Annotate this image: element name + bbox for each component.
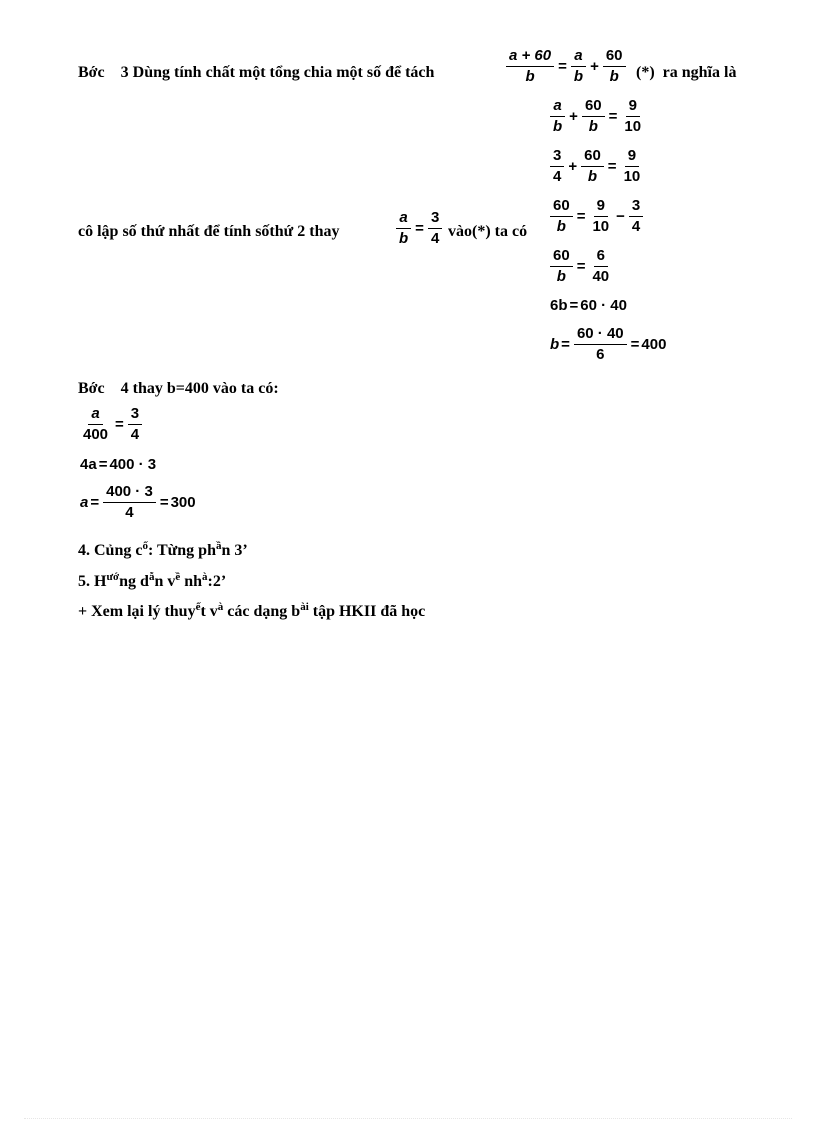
text-fragment: 4. Củng c: [78, 542, 143, 559]
text-fragment: à: [202, 571, 208, 583]
math-token: 9: [594, 198, 608, 217]
math-token: b: [553, 118, 563, 135]
fraction: [621, 148, 644, 185]
text-fragment: nh: [180, 573, 203, 590]
math-token: 60: [581, 148, 604, 167]
math-token: 300: [170, 494, 196, 511]
math-token: =: [630, 336, 640, 353]
math-token: a: [88, 406, 102, 425]
math-token: =: [115, 416, 124, 433]
text-fragment: ài: [300, 601, 309, 613]
math-token: =: [98, 456, 108, 473]
math-token: a: [80, 494, 89, 511]
math-token: 3: [128, 406, 142, 425]
math-token: +: [568, 158, 578, 175]
text-fragment: :2’: [207, 573, 227, 590]
math-token: 400 · 3: [109, 456, 157, 473]
text-fragment: ướ: [106, 571, 120, 583]
text-fragment: tập HKII đã học: [308, 603, 426, 620]
text-fragment: t v: [200, 603, 218, 620]
equation-8: [80, 456, 156, 473]
math-token: 3: [550, 148, 564, 167]
equation-9: [80, 484, 196, 521]
math-token: b: [556, 218, 566, 235]
math-token: b: [550, 336, 560, 353]
math-token: 10: [623, 168, 641, 185]
math-token: =: [561, 336, 570, 353]
math-token: =: [608, 108, 618, 125]
math-token: 6: [594, 248, 608, 267]
fraction: [550, 148, 564, 185]
step3-tail: [636, 63, 736, 83]
text-fragment: ng d: [119, 573, 149, 590]
page-bottom-divider: [24, 1118, 792, 1119]
fraction: [621, 98, 644, 135]
math-token: b: [573, 68, 584, 85]
fraction: [582, 98, 605, 135]
math-token: =: [576, 258, 586, 275]
math-token: 4: [125, 504, 134, 521]
math-token: 3: [428, 210, 442, 229]
text-fragment: (*): [636, 64, 655, 81]
step3-label: Bớc: [78, 64, 105, 81]
step4-line: [78, 379, 279, 399]
math-token: b: [609, 68, 619, 85]
step4-label: Bớc: [78, 380, 105, 397]
math-token: a + 60: [506, 48, 554, 67]
math-token: =: [569, 297, 579, 314]
math-token: 60: [550, 198, 573, 217]
math-token: 4: [430, 230, 440, 247]
math-token: 400: [641, 336, 667, 353]
math-token: =: [607, 158, 617, 175]
math-token: 9: [626, 98, 640, 117]
math-token: =: [558, 58, 567, 75]
math-token: b: [556, 268, 566, 285]
math-token: −: [616, 208, 625, 225]
text-fragment: : Từng ph: [147, 542, 216, 559]
split-formula: [504, 48, 628, 85]
math-token: 3: [629, 198, 643, 217]
math-token: 400 · 3: [103, 484, 156, 503]
math-token: b: [399, 230, 409, 247]
math-token: 4: [631, 218, 641, 235]
math-token: 60: [603, 48, 626, 67]
equation-7: [78, 406, 144, 443]
fraction: [80, 406, 111, 443]
fraction: [550, 198, 573, 235]
substitution-formula: [394, 210, 444, 247]
text-fragment: ố: [142, 540, 148, 552]
math-token: 9: [625, 148, 639, 167]
step4-text: 4 thay b=400 vào ta có:: [120, 380, 279, 397]
math-token: b: [525, 68, 535, 85]
fraction: [103, 484, 156, 521]
math-token: 6: [596, 346, 605, 363]
equation-4: [548, 248, 614, 285]
text-fragment: ầ: [215, 540, 222, 552]
fraction: [589, 248, 612, 285]
isolate-text: cô lập số thứ nhất để tính sốthứ 2 thay: [78, 223, 340, 240]
fraction: [603, 48, 626, 85]
text-fragment: à: [217, 601, 224, 613]
math-token: 60: [582, 98, 605, 117]
fraction: [128, 406, 142, 443]
equation-3: [548, 198, 645, 235]
math-token: 6b: [550, 297, 568, 314]
math-token: 400: [83, 426, 109, 443]
fraction: [589, 198, 612, 235]
math-token: a: [550, 98, 564, 117]
math-token: a: [571, 48, 585, 67]
fraction: [396, 210, 411, 247]
text-fragment: các dạng b: [223, 603, 301, 620]
equation-5: [550, 297, 627, 314]
review-line: [78, 602, 425, 623]
equation-1: [548, 98, 646, 135]
equation-2: [548, 148, 645, 185]
text-fragment: + Xem lại lý thuy: [78, 603, 196, 620]
fraction: [574, 326, 627, 363]
math-token: =: [159, 494, 169, 511]
math-token: 60 · 40: [574, 326, 627, 345]
fraction: [581, 148, 604, 185]
math-token: +: [590, 58, 599, 75]
equation-6: [550, 326, 666, 363]
text-fragment: ẫ: [148, 571, 155, 583]
math-token: b: [587, 168, 598, 185]
math-token: 60: [550, 248, 573, 267]
fraction: [629, 198, 643, 235]
math-token: 4a: [80, 456, 97, 473]
homework-heading: [78, 572, 226, 593]
text-fragment: ế: [195, 601, 201, 613]
math-token: 4: [553, 168, 562, 185]
text-fragment: ề: [175, 571, 181, 583]
isolate-into: vào(*) ta có: [448, 223, 528, 240]
fraction: [428, 210, 442, 247]
math-token: =: [415, 220, 424, 237]
math-token: 40: [592, 268, 610, 285]
text-fragment: 5. H: [78, 573, 107, 590]
step3-line: [78, 63, 434, 83]
math-token: 10: [624, 118, 642, 135]
fraction: [571, 48, 586, 85]
math-token: b: [588, 118, 598, 135]
consolidate-heading: [78, 541, 248, 562]
fraction: [550, 248, 573, 285]
text-fragment: ra nghĩa là: [662, 64, 737, 81]
fraction: [550, 98, 565, 135]
math-token: a: [396, 210, 410, 229]
step3-text: 3 Dùng tính chất một tổng chia một số để tách: [120, 64, 435, 81]
fraction: [506, 48, 554, 85]
math-token: 4: [130, 426, 140, 443]
math-token: =: [576, 208, 586, 225]
math-token: +: [569, 108, 578, 125]
math-token: 60 · 40: [580, 297, 627, 314]
math-token: 10: [592, 218, 610, 235]
text-fragment: n 3’: [221, 542, 248, 559]
text-fragment: n v: [154, 573, 176, 590]
math-token: =: [90, 494, 100, 511]
